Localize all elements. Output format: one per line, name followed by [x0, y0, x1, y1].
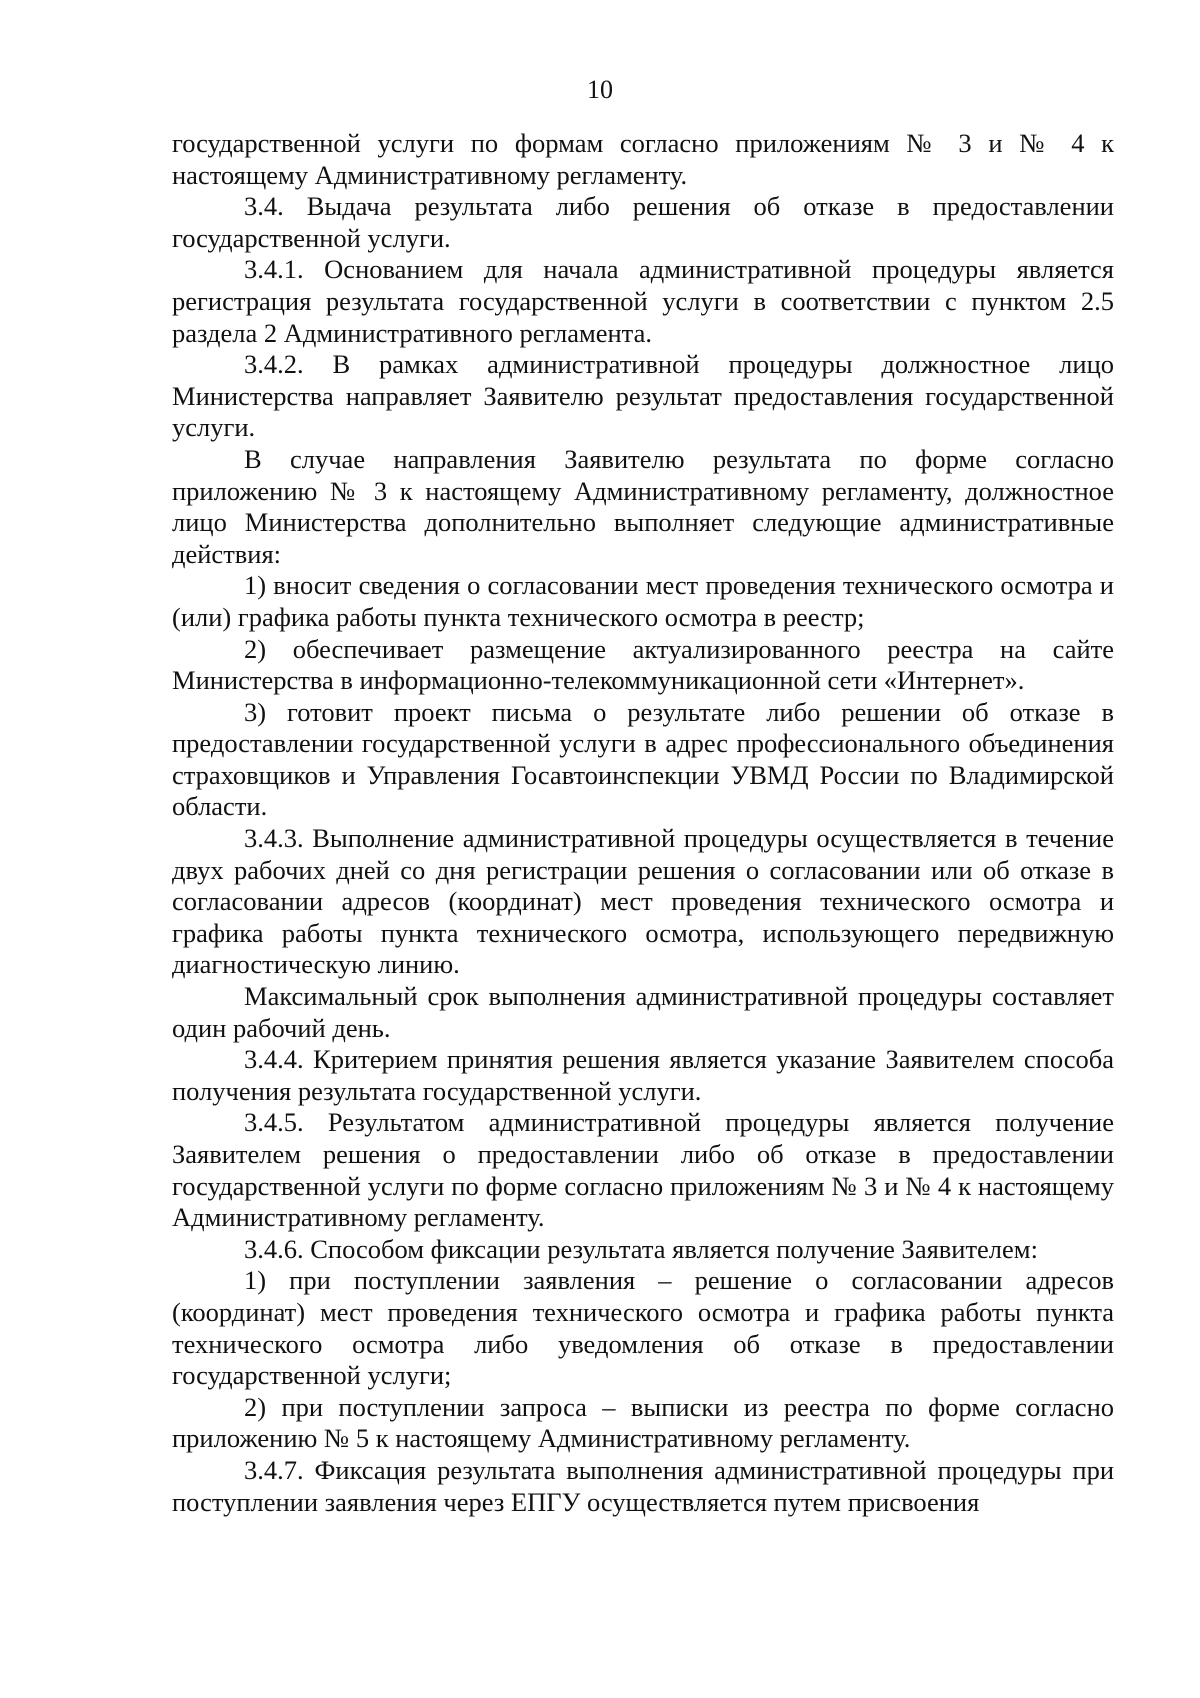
list-item: 3) готовит проект письма о результате либо решении об отказе в предоставлении государственной услуги в адрес профессионального объединения страховщиков и Управления Госавтоинспекции УВМД России по Владимирской области. — [172, 696, 1114, 822]
paragraph: 3.4.5. Результатом административной процедуры является получение Заявителем решения о предоставлении либо об отказе в предоставлении государственной услуги по форме согласно приложениям № 3 и № 4 к настоящему Административному регламенту. — [172, 1107, 1114, 1233]
paragraph: государственной услуги по формам согласно приложениям № 3 и № 4 к настоящему Административному регламенту. — [172, 128, 1114, 190]
paragraph: 3.4.1. Основанием для начала административной процедуры является регистрация результата государственной услуги в соответствии с пунктом 2.5 раздела 2 Административного регламента. — [172, 254, 1114, 348]
list-item: 1) при поступлении заявления – решение о согласовании адресов (координат) мест проведения технического осмотра и графика работы пункта технического осмотра либо уведомления об отказе в предоставлении государственной услуги; — [172, 1265, 1114, 1391]
page-number: 10 — [587, 75, 613, 104]
paragraph: 3.4.4. Критерием принятия решения является указание Заявителем способа получения результата государственной услуги. — [172, 1044, 1114, 1106]
paragraph: 3.4.6. Способом фиксации результата является получение Заявителем: — [244, 1233, 1038, 1264]
paragraph: 3.4.3. Выполнение административной процедуры осуществляется в течение двух рабочих дней со дня регистрации решения о согласовании или об отказе в согласовании адресов (координат) мест проведения технического осмотра и графика работы пункта технического осмотра, использующего передвижную диагностическую линию. — [172, 823, 1114, 980]
document-body — [172, 128, 1114, 1518]
list-item: 2) при поступлении запроса – выписки из реестра по форме согласно приложению № 5 к настоящему Административному регламенту. — [172, 1391, 1114, 1454]
paragraph: В случае направления Заявителю результата по форме согласно приложению № 3 к настоящему Административному регламенту, должностное лицо Министерства дополнительно выполняет следующие административные действия: — [172, 443, 1114, 569]
paragraph: Максимальный срок выполнения административной процедуры составляет один рабочий день. — [172, 981, 1114, 1043]
list-item: 2) обеспечивает размещение актуализированного реестра на сайте Министерства в информационно-телекоммуникационной сети «Интернет». — [172, 633, 1114, 696]
paragraph: 3.4.7. Фиксация результата выполнения административной процедуры при поступлении заявления через ЕПГУ осуществляется путем присвоения — [172, 1454, 1114, 1517]
paragraph: 3.4.2. В рамках административной процедуры должностное лицо Министерства направляет Заявителю результат предоставления государственной услуги. — [172, 349, 1114, 443]
list-item: 1) вносит сведения о согласовании мест проведения технического осмотра и (или) графика работы пункта технического осмотра в реестр; — [172, 570, 1114, 632]
paragraph: 3.4. Выдача результата либо решения об отказе в предоставлении государственной услуги. — [172, 191, 1114, 253]
